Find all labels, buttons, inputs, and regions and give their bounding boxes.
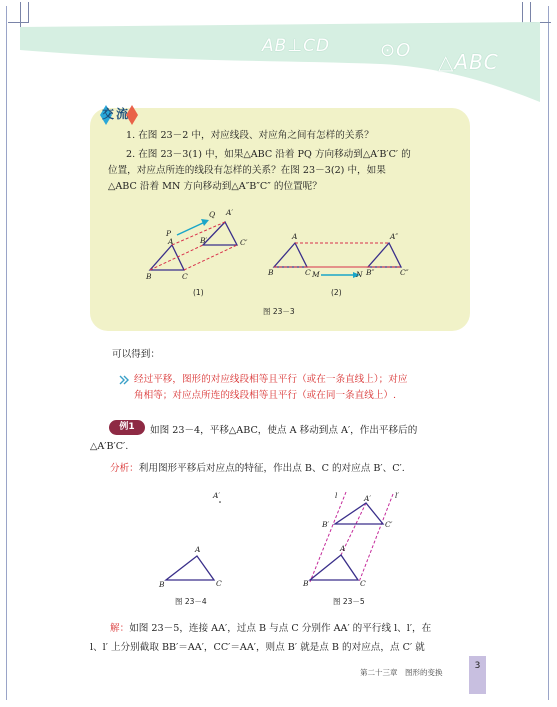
triangle-abc-fig5 — [310, 555, 358, 580]
triangle-abc-fig4 — [166, 556, 214, 580]
example-badge: 例1 — [109, 420, 145, 435]
fig5-label-B1: B′ — [322, 520, 330, 529]
fig5-label-B: B — [303, 579, 309, 588]
point-a1-fig4 — [219, 501, 221, 503]
example-line-2: △A′B′C′. — [90, 441, 129, 452]
label-B2: B″ — [366, 268, 375, 277]
fig4-label-A: A — [195, 545, 201, 554]
summary-line-2: 角相等；对应点所连的线段相等且平行（或在同一条直线上）. — [134, 390, 397, 401]
page-number: 3 — [474, 661, 481, 671]
obtain-text: 可以得到： — [112, 349, 160, 360]
fig5-label-l1: l′ — [395, 491, 400, 500]
label-Q: Q — [209, 210, 216, 219]
label-C: C — [182, 272, 188, 281]
fig5-label-A1: A′ — [364, 494, 372, 503]
chapter-footer: 第二十三章 图形的变换 — [360, 668, 443, 677]
fig5-label-A: A — [340, 544, 346, 553]
fig5-label-C: C — [360, 579, 366, 588]
fig-3-2-caption: (2) — [331, 288, 342, 297]
banner-symbol-perp: AB⊥CD — [262, 36, 331, 56]
label-B: B — [146, 272, 152, 281]
fig4-label-C: C — [216, 579, 222, 588]
solution-label: 解： — [110, 623, 130, 634]
line-l — [310, 492, 346, 582]
question-2-line-1: 2. 在图 23－3(1) 中，如果△ABC 沿着 PQ 方向移动到△A′B′C′ 的 — [126, 149, 411, 160]
label-M: M — [312, 270, 320, 279]
label-B-2: B — [268, 268, 274, 277]
banner-symbol-circle: ⊙O — [380, 40, 412, 61]
summary-line-1: 经过平移，图形的对应线段相等且平行（或在一条直线上）；对应 — [134, 374, 408, 385]
label-C2: C″ — [400, 268, 409, 277]
fig-3-1-caption: (1) — [193, 288, 204, 297]
label-N: N — [356, 270, 363, 279]
label-A: A — [168, 237, 174, 246]
question-2-line-3: △ABC 沿着 MN 方向移动到△A″B″C″ 的位置呢？ — [108, 181, 322, 192]
triangle-a1b1c1-fig5 — [335, 503, 383, 524]
fig4-label-B: B — [159, 580, 165, 589]
analysis-text: 利用图形平移后对应点的特征，作出点 B、C 的对应点 B′、C′. — [138, 463, 405, 474]
fig5-label-C1: C′ — [385, 520, 393, 529]
discussion-title: 交流 — [102, 107, 131, 121]
example-line-1: 如图 23－4，平移△ABC，使点 A 移动到点 A′，作出平移后的 — [150, 425, 418, 436]
label-A1: A′ — [226, 208, 234, 217]
question-2-line-2: 位置，对应点所连的线段有怎样的关系？在图 23－3(2) 中，如果 — [108, 165, 386, 176]
solution-line-2: l、l′ 上分别截取 BB′＝AA′，CC′＝AA′，则点 B′ 就是点 B 的对应点，点 C′ 就 — [90, 642, 425, 653]
figure-23-4-caption: 图 23－4 — [175, 597, 207, 606]
analysis-label: 分析： — [110, 463, 139, 474]
line-l1 — [359, 494, 393, 582]
solution-text-1: 如图 23－5，连接 AA′，过点 B 与点 C 分别作 AA′ 的平行线 l、l′，在 — [129, 623, 432, 634]
fig5-label-l: l — [335, 491, 338, 500]
banner-symbol-triangle: △ABC — [438, 50, 499, 74]
fig4-label-A1: A′ — [213, 491, 221, 500]
question-1: 1. 在图 23－2 中，对应线段、对应角之间有怎样的关系？ — [126, 130, 374, 141]
label-P: P — [166, 229, 172, 238]
label-C1: C′ — [240, 238, 248, 247]
figure-23-3-caption: 图 23－3 — [263, 307, 295, 316]
solution-line-1 — [110, 620, 431, 634]
figure-23-5-caption: 图 23－5 — [333, 597, 365, 606]
label-A2: A″ — [390, 232, 399, 241]
label-A-2: A — [292, 232, 298, 241]
label-B1: B′ — [200, 236, 208, 245]
label-C-2: C — [305, 268, 311, 277]
